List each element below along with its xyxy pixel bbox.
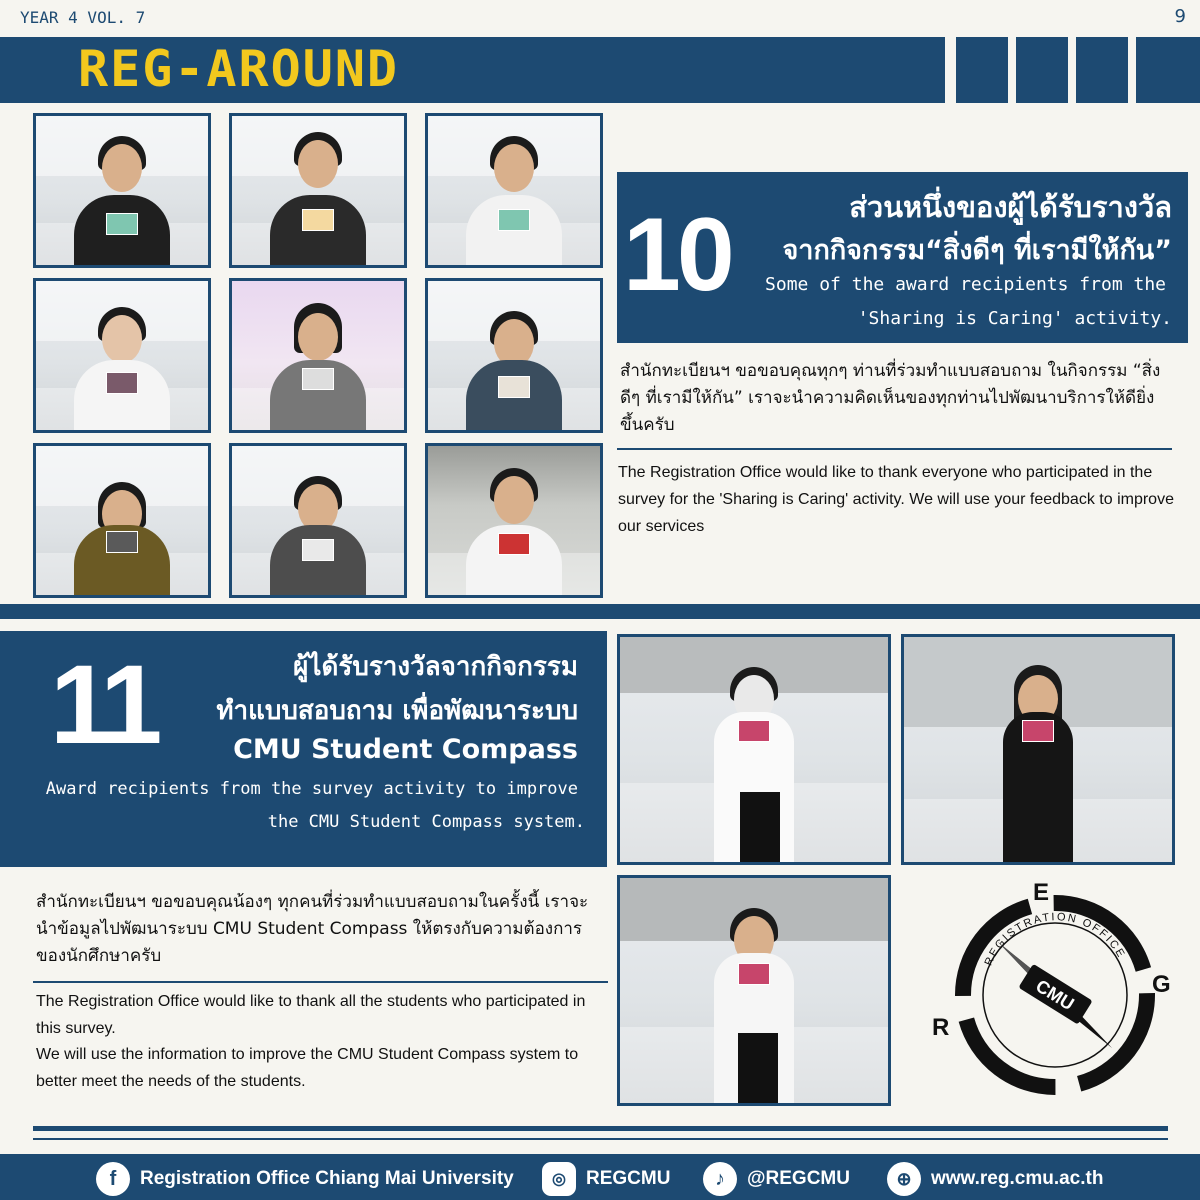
globe-icon: ⊕ — [887, 1162, 921, 1196]
header-block-3 — [1076, 37, 1128, 103]
section11-title-th-2: ทำแบบสอบถาม เพื่อพัฒนาระบบ — [216, 696, 578, 726]
section10-number: 10 — [623, 197, 731, 313]
instagram-icon: ◎ — [542, 1162, 576, 1196]
photo-recipient-9 — [425, 443, 603, 598]
photo-recipient-3 — [425, 113, 603, 268]
page-number: 9 — [1174, 6, 1186, 27]
section10-divider — [617, 448, 1172, 450]
section11-title-en-1: Award recipients from the survey activity to improve — [45, 779, 578, 799]
section11-number: 11 — [50, 642, 157, 767]
section11-divider — [33, 981, 608, 983]
tiktok-icon: ♪ — [703, 1162, 737, 1196]
logo-center: CMU — [1032, 975, 1078, 1015]
section10-title-en-2: 'Sharing is Caring' activity. — [857, 308, 1172, 329]
section10-body-en: The Registration Office would like to thank everyone who participated in the survey for the 'Sharing is Caring' activity. We will use your feedback to improve our services — [618, 464, 1174, 535]
header-block-4 — [1136, 37, 1200, 103]
section10-title-en-1: Some of the award recipients from the — [765, 274, 1166, 295]
facebook-icon: f — [96, 1162, 130, 1196]
photo-compass-recipient-1 — [617, 634, 891, 865]
photo-compass-recipient-3 — [617, 875, 891, 1106]
photo-recipient-6 — [425, 278, 603, 433]
issue-label: YEAR 4 VOL. 7 — [20, 8, 146, 27]
photo-recipient-8 — [229, 443, 407, 598]
bottom-rule-2 — [33, 1138, 1168, 1140]
section11-title-th-1: ผู้ได้รับรางวัลจากกิจกรรม — [293, 652, 578, 682]
photo-compass-recipient-2 — [901, 634, 1175, 865]
section11-body-en-1: The Registration Office would like to thank all the students who participated in this survey. — [36, 993, 586, 1037]
section-divider — [0, 604, 1200, 619]
page-title: REG-AROUND — [78, 40, 400, 98]
photo-recipient-7 — [33, 443, 211, 598]
photo-recipient-2 — [229, 113, 407, 268]
registration-office-logo — [920, 870, 1190, 1110]
logo-letter-g: G — [1152, 971, 1171, 998]
footer-website-label: www.reg.cmu.ac.th — [931, 1168, 1104, 1189]
photo-recipient-5 — [229, 278, 407, 433]
section10-body-th: สำนักทะเบียนฯ ขอขอบคุณทุกๆ ท่านที่ร่วมทำแบบสอบถาม ในกิจกรรม “สิ่งดีๆ ที่เรามีให้กัน” เราจะนำความคิดเห็นของทุกท่านไปพัฒนาบริการให้ดียิ่งขึ้นครับ — [620, 361, 1161, 435]
section10-title-th-2: จากกิจกรรม“สิ่งดีๆ ที่เรามีให้กัน” — [782, 235, 1172, 266]
footer-facebook-label: Registration Office Chiang Mai University — [140, 1168, 514, 1189]
logo-letter-e: E — [1033, 879, 1050, 906]
footer-tiktok-label: @REGCMU — [747, 1168, 850, 1189]
section11-body-en-2: We will use the information to improve the CMU Student Compass system to better meet the needs of the students. — [36, 1046, 579, 1090]
section11-title-th-3: CMU Student Compass — [233, 734, 578, 765]
header-block-1 — [956, 37, 1008, 103]
header-block-2 — [1016, 37, 1068, 103]
logo-ring-text: REGISTRATION OFFICE — [982, 911, 1128, 968]
bottom-rule-1 — [33, 1126, 1168, 1131]
footer-instagram-label: REGCMU — [586, 1168, 671, 1189]
footer-website[interactable] — [887, 1162, 1103, 1196]
section10-title-th-1: ส่วนหนึ่งของผู้ได้รับรางวัล — [849, 190, 1172, 224]
logo-letter-r: R — [932, 1014, 950, 1041]
footer-instagram[interactable] — [542, 1162, 670, 1196]
section11-title-en-2: the CMU Student Compass system. — [267, 812, 585, 832]
footer-tiktok[interactable] — [703, 1162, 850, 1196]
section11-body-th: สำนักทะเบียนฯ ขอขอบคุณน้องๆ ทุกคนที่ร่วมทำแบบสอบถามในครั้งนี้ เราจะนำข้อมูลไปพัฒนาระบบ CMU Student Compass ให้ตรงกับความต้องการของนักศึกษาครับ — [36, 892, 589, 966]
footer-facebook[interactable] — [96, 1162, 514, 1196]
photo-recipient-4 — [33, 278, 211, 433]
photo-recipient-1 — [33, 113, 211, 268]
